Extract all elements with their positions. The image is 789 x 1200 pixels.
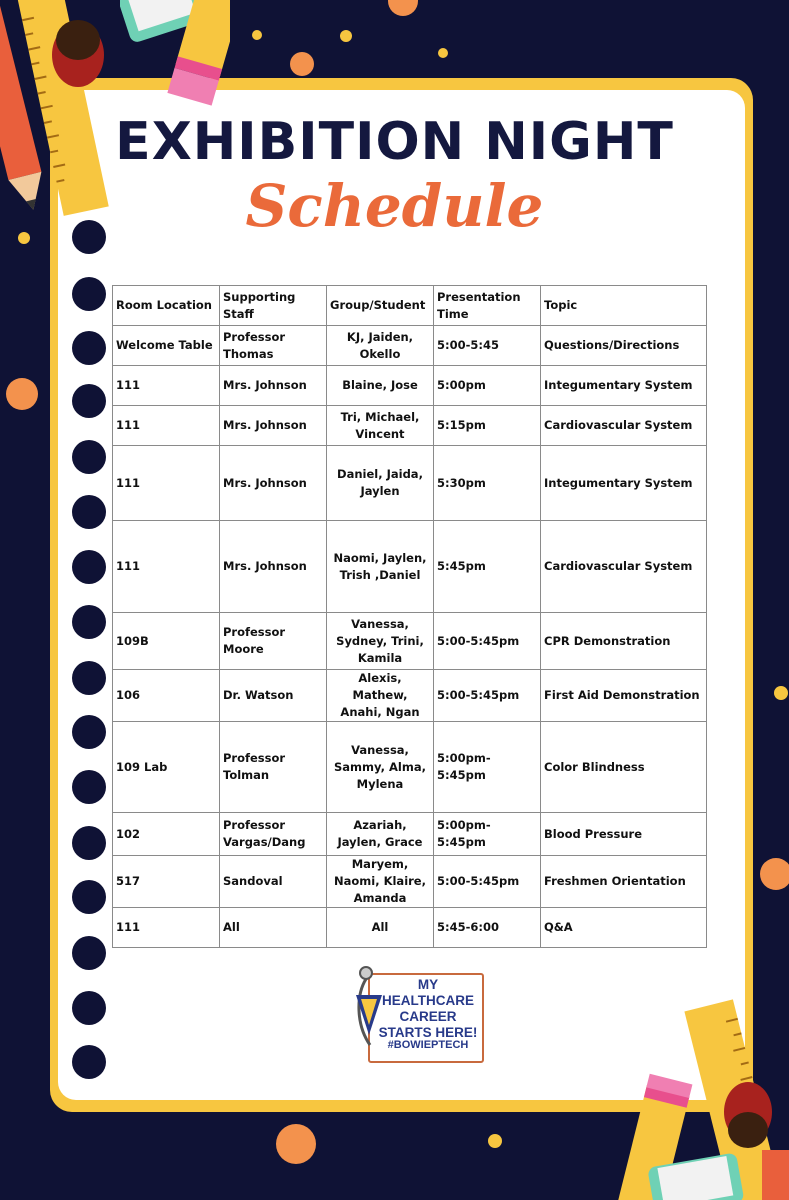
table-cell: CPR Demonstration — [541, 613, 707, 670]
schedule-table — [112, 285, 707, 948]
table-cell: Integumentary System — [541, 366, 707, 406]
table-row — [113, 670, 707, 722]
decor-dot — [438, 48, 448, 58]
table-cell: 5:00-5:45pm — [434, 856, 541, 908]
table-cell: Cardiovascular System — [541, 406, 707, 446]
table-cell: Freshmen Orientation — [541, 856, 707, 908]
table-cell: 5:00pm-5:45pm — [434, 813, 541, 856]
paintbrush-icon — [614, 990, 789, 1200]
binder-hole — [72, 550, 106, 584]
table-row — [113, 446, 707, 521]
binder-hole — [72, 880, 106, 914]
binder-hole — [72, 495, 106, 529]
table-cell: All — [220, 908, 327, 948]
table-cell: 5:00-5:45pm — [434, 613, 541, 670]
eraser-icon — [120, 0, 230, 110]
binder-hole — [72, 936, 106, 970]
table-cell: 5:00pm — [434, 366, 541, 406]
table-cell: 5:45-6:00 — [434, 908, 541, 948]
decor-dot — [6, 378, 38, 410]
table-cell: 5:00pm-5:45pm — [434, 722, 541, 813]
table-cell: Vanessa, Sammy, Alma, Mylena — [327, 722, 434, 813]
decor-dot — [340, 30, 352, 42]
table-cell: Daniel, Jaida, Jaylen — [327, 446, 434, 521]
binder-hole — [72, 384, 106, 418]
table-cell: Integumentary System — [541, 446, 707, 521]
table-cell: Azariah, Jaylen, Grace — [327, 813, 434, 856]
page-subtitle: Schedule — [245, 172, 544, 240]
binder-hole — [72, 440, 106, 474]
table-row — [113, 722, 707, 813]
header-cell: Supporting Staff — [220, 286, 327, 326]
table-cell: Color Blindness — [541, 722, 707, 813]
header-cell: Group/Student — [327, 286, 434, 326]
table-cell: 5:30pm — [434, 446, 541, 521]
logo-line: CAREER — [399, 1009, 457, 1024]
decor-dot — [290, 52, 314, 76]
table-cell: 111 — [113, 908, 220, 948]
table-row — [113, 813, 707, 856]
table-cell: Questions/Directions — [541, 326, 707, 366]
logo-text — [378, 977, 478, 1041]
page-title: EXHIBITION NIGHT — [115, 112, 674, 172]
table-cell: Dr. Watson — [220, 670, 327, 722]
table-cell: Q&A — [541, 908, 707, 948]
table-cell: 5:15pm — [434, 406, 541, 446]
table-cell: Professor Thomas — [220, 326, 327, 366]
table-cell: Mrs. Johnson — [220, 446, 327, 521]
table-cell: 111 — [113, 446, 220, 521]
table-cell: 517 — [113, 856, 220, 908]
binder-hole — [72, 277, 106, 311]
header-cell: Presentation Time — [434, 286, 541, 326]
table-cell: Tri, Michael, Vincent — [327, 406, 434, 446]
table-cell: 102 — [113, 813, 220, 856]
binder-hole — [72, 991, 106, 1025]
table-cell: Maryem, Naomi, Klaire, Amanda — [327, 856, 434, 908]
decor-dot — [388, 0, 418, 16]
table-row — [113, 406, 707, 446]
table-cell: 5:00-5:45 — [434, 326, 541, 366]
table-row — [113, 856, 707, 908]
table-cell: Professor Tolman — [220, 722, 327, 813]
table-cell: 111 — [113, 521, 220, 613]
healthcare-career-logo — [352, 965, 484, 1061]
table-cell: All — [327, 908, 434, 948]
table-cell: Mrs. Johnson — [220, 406, 327, 446]
header-cell: Room Location — [113, 286, 220, 326]
table-cell: First Aid Demonstration — [541, 670, 707, 722]
table-cell: 5:00-5:45pm — [434, 670, 541, 722]
table-cell: Professor Moore — [220, 613, 327, 670]
table-cell: Professor Vargas/Dang — [220, 813, 327, 856]
table-cell: 111 — [113, 366, 220, 406]
binder-hole — [72, 605, 106, 639]
binder-hole — [72, 661, 106, 695]
table-cell: 109 Lab — [113, 722, 220, 813]
logo-line: STARTS HERE! — [378, 1025, 478, 1040]
table-cell: KJ, Jaiden, Okello — [327, 326, 434, 366]
binder-hole — [72, 715, 106, 749]
table-cell: Vanessa, Sydney, Trini, Kamila — [327, 613, 434, 670]
binder-hole — [72, 1045, 106, 1079]
table-cell: 109B — [113, 613, 220, 670]
table-row — [113, 613, 707, 670]
decor-dot — [774, 686, 788, 700]
header-cell: Topic — [541, 286, 707, 326]
decor-dot — [760, 858, 789, 890]
table-row — [113, 366, 707, 406]
decor-dot — [276, 1124, 316, 1164]
table-row — [113, 326, 707, 366]
table-cell: Naomi, Jaylen, Trish ,Daniel — [327, 521, 434, 613]
table-cell: 5:45pm — [434, 521, 541, 613]
table-cell: Welcome Table — [113, 326, 220, 366]
table-cell: 106 — [113, 670, 220, 722]
table-header-row — [113, 286, 707, 326]
decor-dot — [252, 30, 262, 40]
table-cell: Alexis, Mathew, Anahi, Ngan — [327, 670, 434, 722]
logo-hashtag: #BOWIEPTECH — [387, 1039, 469, 1051]
table-row — [113, 521, 707, 613]
table-cell: 111 — [113, 406, 220, 446]
binder-hole — [72, 770, 106, 804]
table-cell: Blaine, Jose — [327, 366, 434, 406]
table-cell: Sandoval — [220, 856, 327, 908]
decor-dot — [488, 1134, 502, 1148]
table-cell: Mrs. Johnson — [220, 521, 327, 613]
table-cell: Cardiovascular System — [541, 521, 707, 613]
table-cell: Blood Pressure — [541, 813, 707, 856]
binder-hole — [72, 826, 106, 860]
table-cell: Mrs. Johnson — [220, 366, 327, 406]
table-row — [113, 908, 707, 948]
logo-line: MY HEALTHCARE — [382, 977, 474, 1008]
binder-hole — [72, 331, 106, 365]
